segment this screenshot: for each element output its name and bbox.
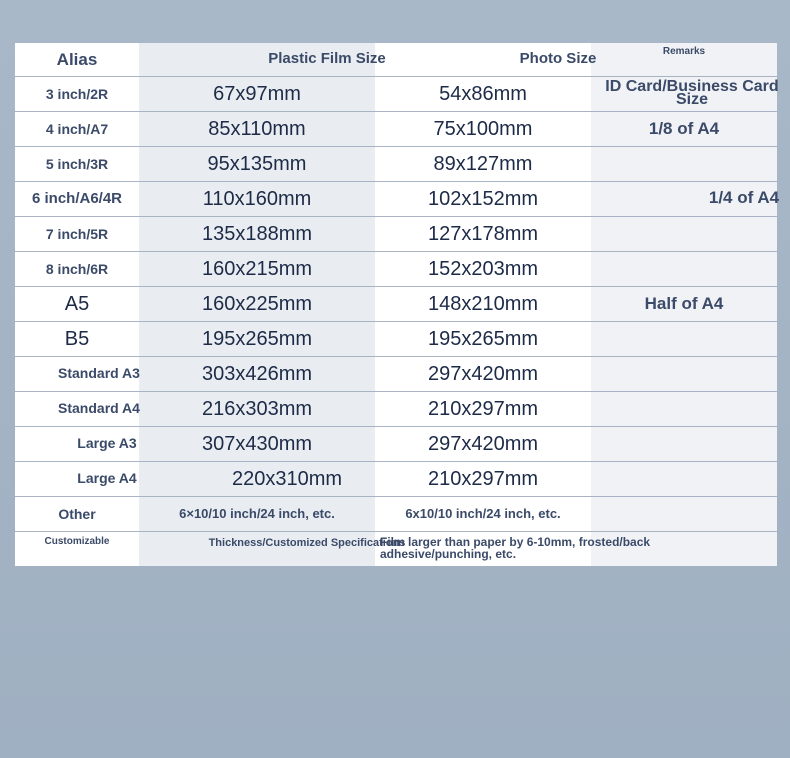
film-size-cell: 160x225mm [201,292,313,315]
photo-size-cell: 127x178mm [427,222,539,245]
film-size-cell: 67x97mm [213,82,301,105]
photo-size-cell: 297x420mm [427,362,539,385]
film-size-cell: 95x135mm [207,152,307,175]
photo-size-cell: 210x297mm [427,467,539,490]
remark-cell [591,356,777,391]
photo-size-cell: 210x297mm [427,397,539,420]
header-row [15,43,777,77]
remark-cell: Half of A4 [644,294,724,313]
alias-cell: Standard A3 [58,364,140,381]
alias-cell: Other [58,505,96,522]
film-size-cell: 303x426mm [201,362,313,385]
photo-size-cell: 6x10/10 inch/24 inch, etc. [405,506,561,521]
film-size-cell: 220x310mm [231,467,343,490]
photo-size-cell: 152x203mm [427,257,539,280]
table-row [15,426,777,462]
footer-film: Thickness/Customized Specifications [208,537,406,549]
table-row [15,391,777,427]
film-size-cell: 85x110mm [208,117,306,140]
remark-cell [591,216,777,251]
alias-cell: Large A4 [77,469,137,486]
alias-cell: Large A3 [77,434,137,451]
header-alias: Alias [56,50,98,69]
photo-size-cell: 297x420mm [427,432,539,455]
alias-cell: A5 [64,292,90,315]
remark-cell: 1/8 of A4 [648,119,720,138]
alias-cell: 3 inch/2R [45,85,109,102]
table-row [15,216,777,252]
table-row [15,461,777,497]
footer-photo: Film larger than paper by 6-10mm, frosted/back adhesive/punching, etc. [380,535,651,561]
alias-cell: 4 inch/A7 [45,120,109,137]
film-size-cell: 160x215mm [201,257,313,280]
film-size-cell: 110x160mm [202,187,312,210]
film-size-cell: 195x265mm [201,327,313,350]
remark-cell: 1/4 of A4 [708,188,780,208]
footer-alias: Customizable [44,536,110,547]
table-row [15,251,777,287]
table-row [15,111,777,147]
header-remarks: Remarks [662,46,706,57]
alias-cell: 7 inch/5R [45,225,109,242]
remark-cell [591,496,777,531]
header-photo-size: Photo Size [519,50,597,68]
table-row [15,76,777,112]
film-size-cell: 135x188mm [201,222,313,245]
alias-cell: 5 inch/3R [45,155,109,172]
remark-cell [591,426,777,461]
remark-cell: ID Card/Business Card Size [605,77,779,108]
table-row [15,356,777,392]
header-plastic-film-size: Plastic Film Size [268,50,386,68]
photo-size-cell: 195x265mm [427,327,539,350]
film-size-cell: 216x303mm [201,397,313,420]
footer-row [15,531,777,566]
remark-cell [591,391,777,426]
table-row [15,496,777,532]
photo-size-cell: 89x127mm [433,152,533,175]
table-row [15,146,777,182]
photo-size-cell: 148x210mm [427,292,539,315]
table-row [15,321,777,357]
table-row [15,181,780,217]
alias-cell: B5 [64,327,90,350]
table-row [15,286,777,322]
remark-cell [591,146,777,181]
film-size-cell: 6×10/10 inch/24 inch, etc. [179,506,335,521]
alias-cell: Standard A4 [58,399,140,416]
remark-cell [591,461,777,496]
size-table [15,43,780,566]
alias-cell: 6 inch/A6/4R [31,190,123,207]
remark-cell [591,321,777,356]
alias-cell: 8 inch/6R [45,260,109,277]
remark-cell [591,251,777,286]
photo-size-cell: 54x86mm [439,82,527,105]
photo-size-cell: 102x152mm [427,187,539,210]
photo-size-cell: 75x100mm [433,117,533,140]
film-size-cell: 307x430mm [201,432,313,455]
